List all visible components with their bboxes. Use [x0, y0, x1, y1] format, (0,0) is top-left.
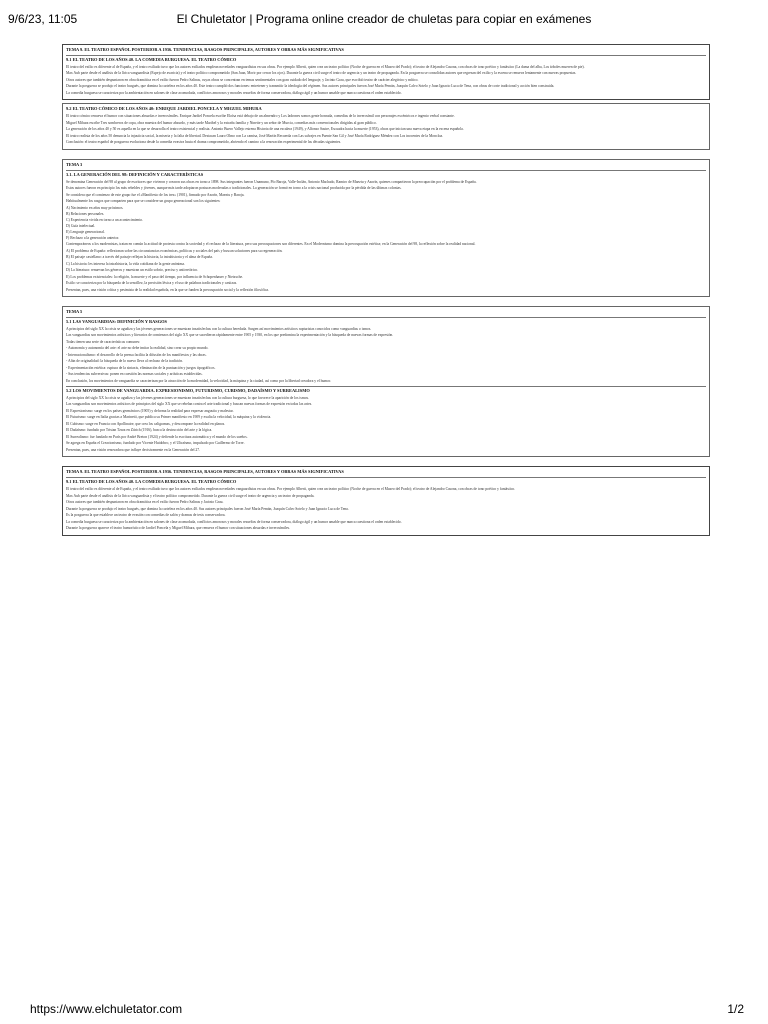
cheat-sheet	[62, 44, 710, 1010]
paragraph: D) La literatura: renuevan los géneros y muestran un estilo sobrio, preciso y antirretórico.	[66, 268, 199, 273]
paragraph: Otros autores que también despuntaron en obra dramática en el exilio fueron Pedro Salinas, cuyas obras se concentran en temas sentimentales con gran cuidado del lenguaje, y Jacinto Grau, que escribió teatro de carácter alegórico y mítico.	[66, 77, 419, 82]
divider	[66, 477, 706, 478]
section-teatro-comico	[62, 103, 710, 149]
paragraph: Se agrega en España el Creacionismo, fundado por Vicente Huidobro, y el Ultraísmo, impulsado por Guillermo de Torre.	[66, 441, 245, 446]
list-item: C) Experiencia vivida en torno a un acontecimiento.	[66, 217, 143, 222]
paragraph: Max Aub parte desde el análisis de la lírica vanguardista (Espejo de avaricia) y el teatro político comprometido (San Juan, Morir por cerrar los ojos). Durante la guerra civil surge el teatro de urgencia y un teatro de propaganda. En la posguerra se consolidan autores que regresan del exilio y la escena se renueva lentamente con nuevas propuestas.	[66, 71, 577, 76]
paragraph: El teatro del exilio es diferente al de España, y el teatro exiliado tuvo que los autores exiliados emplean novedades vanguardistas en sus obras. Por ejemplo Alberti, quien crea un teatro político (Noche de guerra en el Museo del Prado); el teatro de Alejandro Casona, con obras de tono poético y fantástico.	[66, 487, 516, 492]
paragraph: La comedia burguesa se caracteriza por la ambientación en salones de clase acomodada, conflictos amorosos y morales resueltos de forma conservadora, diálogo ágil y un humor amable que nunca cuestiona el orden establecido.	[66, 519, 402, 524]
paragraph: El Expresionismo: surge en los países germánicos (1905) y deforma la realidad para expresar angustia y malestar.	[66, 408, 234, 413]
list-item: B) Relaciones personales.	[66, 211, 105, 216]
list-item: D) Guía intelectual.	[66, 223, 96, 228]
paragraph: B) El paisaje castellano: a través del paisaje reflejan la historia, la intrahistoria y el alma de España.	[66, 255, 213, 260]
paragraph: Contemporáneos a los modernistas, tratan en común la actitud de protesta contra la sociedad y el rechazo de la literatura, pero sus preocupaciones son diferentes. En el Modernismo domina la preocupación estética; en la Generación del 98, la reflexión sobre la realidad nacional.	[66, 242, 476, 247]
divider	[66, 386, 706, 387]
divider	[66, 170, 706, 171]
paragraph: Miguel Mihura escribe Tres sombreros de copa, obra maestra del humor absurdo, y más tarde Maribel y la extraña familia y Ninette y un señor de Murcia, comedias más convencionales dirigidas al gran público.	[66, 120, 377, 125]
subsection-heading: 9.1 EL TEATRO DE LOS AÑOS 40. LA COMEDIA BURGUESA. EL TEATRO CÓMICO	[66, 479, 237, 485]
paragraph: El Dadaísmo: fundado por Tristan Tzara en Zúrich (1916), busca la destrucción del arte y la lógica.	[66, 428, 213, 433]
paragraph: El Cubismo: surge en Francia con Apollinaire, que crea los caligramas, y descompone la realidad en planos.	[66, 421, 226, 426]
paragraph: El teatro realista de los años 50 denuncia la injusticia social, la miseria y la falta de libertad. Destacan Lauro Olmo con La camisa, José Martín Recuerda con Las salvajes en Puente San Gil y José María Rodríguez Méndez con Los inocentes de la Moncloa.	[66, 133, 444, 138]
paragraph: El Surrealismo: fue fundado en París por André Breton (1924) y defiende la escritura automática y el mundo de los sueños.	[66, 434, 248, 439]
paragraph: Estos autores fueron en principio los más rebeldes y jóvenes, aunque más tarde adoptaron posturas moderadas o tradicionales. La generación se formó en torno a la crisis nacional producida por la pérdida de las últimas colonias.	[66, 186, 402, 191]
print-header	[8, 12, 760, 28]
divider	[66, 317, 706, 318]
paragraph: Es la posguerra la que establece un teatro de evasión con comedias de salón y dramas de tesis conservadora.	[66, 513, 226, 518]
paragraph: Las vanguardias son movimientos artísticos y literarios de comienzos del siglo XX que se sucedieron rápidamente entre 1905 y 1930, en los que predomina la experimentación y la búsqueda de nuevas formas de expresión.	[66, 333, 394, 338]
paragraph: Se considera que el comienzo de este grupo fue el «Manifiesto de los tres» (1901), firmado por Azorín, Maeztu y Baroja.	[66, 192, 245, 197]
section-tema3	[62, 159, 710, 297]
paragraph: C) La historia: les interesa la intrahistoria, la vida cotidiana de la gente anónima.	[66, 261, 185, 266]
trait-list	[66, 206, 706, 241]
section-heading: TEMA 5	[66, 309, 83, 315]
section-heading: TEMA 9. EL TEATRO ESPAÑOL POSTERIOR A 1936. TENDENCIAS, RASGOS PRINCIPALES, AUTORES Y OBRAS MÁS SIGNIFICATIVAS	[66, 469, 344, 475]
section-tema9-top	[62, 44, 710, 100]
list-item: A) Nacimiento en años muy próximos.	[66, 205, 124, 210]
subsection-heading: 3.1. LA GENERACIÓN DEL 98: DEFINICIÓN Y CARACTERÍSTICAS	[66, 171, 204, 177]
paragraph: La generación de los años 40 y 50 es aquella en la que se desarrolla el teatro existencial y realista. Antonio Buero Vallejo estrena Historia de una escalera (1949), y Alfonso Sastre, Escuadra hacia la muerte (1953), obras que inician una nueva etapa en la escena española.	[66, 127, 464, 132]
list-item: F) Rechazo a la generación anterior.	[66, 236, 120, 240]
paragraph: Durante la posguerra aparece el teatro humorístico de Jardiel Poncela y Miguel Mihura, que renueva el humor con situaciones absurdas e inverosímiles.	[66, 526, 290, 531]
paragraph: Conclusión: el teatro español de posguerra evoluciona desde la comedia evasiva hasta el drama comprometido, abriendo el camino a la renovación experimental de las décadas siguientes.	[66, 140, 342, 145]
paragraph: E) Los problemas existenciales: la religión, la muerte y el paso del tiempo, por influencia de Schopenhauer y Nietzsche.	[66, 274, 244, 279]
paragraph: Durante la posguerra se produjo el teatro burgués, que domina la cartelera en los años 40. Este teatro cumplió dos funciones: entretener y transmitir la ideología del régimen. Sus autores principales fueron José María Pemán, Joaquín Calvo Sotelo y Juan Ignacio Luca de Tena, con obras de corte tradicional y acción bien construida.	[66, 84, 555, 89]
print-url: https://www.elchuletator.com	[30, 1002, 183, 1016]
print-page-number: 1/2	[727, 1002, 744, 1016]
paragraph: A principios del siglo XX la crisis se agudiza y las jóvenes generaciones se muestran insatisfechas con la cultura burguesa, lo que favorece la aparición de los ismos.	[66, 395, 309, 400]
paragraph: El teatro del exilio es diferente al de España, y el teatro exiliado tuvo que los autores exiliados emplean novedades vanguardistas en sus obras. Por ejemplo Alberti, quien crea un teatro político (Noche de guerra en el Museo del Prado); el teatro de Alejandro Casona, con obras de tono poético y fantástico (La dama del alba, Los árboles mueren de pie).	[66, 64, 585, 69]
paragraph: El Futurismo: surge en Italia gracias a Marinetti, que publica su Primer manifiesto en 1909 y exalta la velocidad, la máquina y la violencia.	[66, 415, 272, 420]
section-heading: TEMA 3	[66, 161, 83, 167]
paragraph: Durante la posguerra se produjo el teatro burgués, que domina la cartelera en los años 40. Sus autores principales fueron José María Pemán, Joaquín Calvo Sotelo y Juan Ignacio Luca de Tena.	[66, 506, 349, 511]
paragraph: Presentan, pues, una visión crítica y pesimista de la realidad española, en la que se funden la preocupación social y la reflexión filosófica.	[66, 287, 269, 292]
section-tema5	[62, 306, 710, 457]
paragraph: - Sus tendencias subversivas: ponen en cuestión las normas sociales y artísticas establecidas.	[66, 372, 203, 377]
paragraph: El teatro cómico renueva el humor con situaciones absurdas e inverosímiles. Enrique Jardiel Poncela escribe Eloísa está debajo de un almendro y Los ladrones somos gente honrada, comedias de lo inverosímil con personajes excéntricos e ingenio verbal constante.	[66, 114, 455, 119]
section-heading: TEMA 9. EL TEATRO ESPAÑOL POSTERIOR A 1936. TENDENCIAS, RASGOS PRINCIPALES, AUTORES Y OBRAS MÁS SIGNIFICATIVAS	[66, 47, 344, 52]
paragraph: Presentan, pues, una visión renovadora que influye decisivamente en la Generación del 27.	[66, 447, 201, 452]
paragraph: Las vanguardias son movimientos artísticos de principios del siglo XX que se rebelan contra el arte tradicional y buscan nuevas formas de expresión en todas las artes.	[66, 402, 313, 407]
divider	[66, 55, 706, 56]
subsection-heading: 9.2 EL TEATRO CÓMICO DE LOS AÑOS 40: ENRIQUE JARDIEL PONCELA Y MIGUEL MIHURA	[66, 106, 262, 112]
print-footer	[30, 1002, 744, 1018]
paragraph: La comedia burguesa se caracteriza por la ambientación en salones de clase acomodada, conflictos amorosos y morales resueltos de forma conservadora, diálogo ágil y un humor amable que nunca cuestiona el orden establecido.	[66, 90, 402, 95]
paragraph: - Afán de originalidad: la búsqueda de lo nuevo lleva al rechazo de la tradición.	[66, 359, 184, 364]
paragraph: Todas tienen una serie de características comunes:	[66, 339, 141, 344]
paragraph: En conclusión, los movimientos de vanguardia se caracterizan por la atracción de la modernidad, la velocidad, la máquina y la ciudad, así como por la libertad creadora y el humor.	[66, 378, 331, 383]
paragraph: - Experimentación estética: ruptura de la sintaxis, eliminación de la puntuación y juegos tipográficos.	[66, 365, 216, 370]
paragraph: Estilo: se caracteriza por la búsqueda de la sencillez, la precisión léxica y el uso de palabras tradicionales y castizas.	[66, 281, 238, 286]
section-tema9-bottom	[62, 466, 710, 535]
paragraph: A) El problema de España: reflexionan sobre las circunstancias económicas, políticas y sociales del país y buscan soluciones para su regeneración.	[66, 248, 283, 253]
paragraph: Habitualmente los rasgos que comparten para que se considere un grupo generacional son los siguientes:	[66, 199, 221, 204]
paragraph: Max Aub parte desde el análisis de la lírica vanguardista y el teatro político comprometido. Durante la guerra civil surge el teatro de urgencia y un teatro de propaganda.	[66, 493, 315, 498]
paragraph: Se denomina Generación del 98 al grupo de escritores que vivieron y crearon sus obras en torno a 1898. Sus integrantes fueron Unamuno, Pío Baroja, Valle-Inclán, Antonio Machado, Ramiro de Maeztu y Azorín, quienes compartieron la preocupación por el problema de España.	[66, 179, 477, 184]
subsection-heading: 5.1 LAS VANGUARDIAS: DEFINICIÓN Y RASGOS	[66, 319, 167, 324]
print-datetime: 9/6/23, 11:05	[8, 12, 78, 26]
paragraph: - Internacionalismo: el desarrollo de la prensa facilita la difusión de los manifiestos y las obras.	[66, 352, 207, 357]
paragraph: A principios del siglo XX la crisis se agudiza y las jóvenes generaciones se muestran insatisfechas con la cultura heredada. Surgen así movimientos artísticos rupturistas conocidos como vanguardias o ismos.	[66, 326, 372, 331]
print-page-title: El Chuletator | Programa online creador de chuletas para copiar en exámenes	[176, 12, 592, 26]
paragraph: - Autonomía y autonomía del arte: el arte no debe imitar la realidad, sino crear su propio mundo.	[66, 346, 209, 351]
paragraph: Otros autores que también despuntaron en obra dramática en el exilio fueron Pedro Salinas y Jacinto Grau.	[66, 500, 224, 505]
subsection-heading: 5.2 LOS MOVIMIENTOS DE VANGUARDIA. EXPRESIONISMO, FUTURISMO, CUBISMO, DADAÍSMO Y SURREALISMO	[66, 387, 310, 393]
subsection-heading: 9.1 EL TEATRO DE LOS AÑOS 40. LA COMEDIA BURGUESA. EL TEATRO CÓMICO	[66, 56, 237, 62]
list-item: E) Lenguaje generacional.	[66, 229, 105, 234]
